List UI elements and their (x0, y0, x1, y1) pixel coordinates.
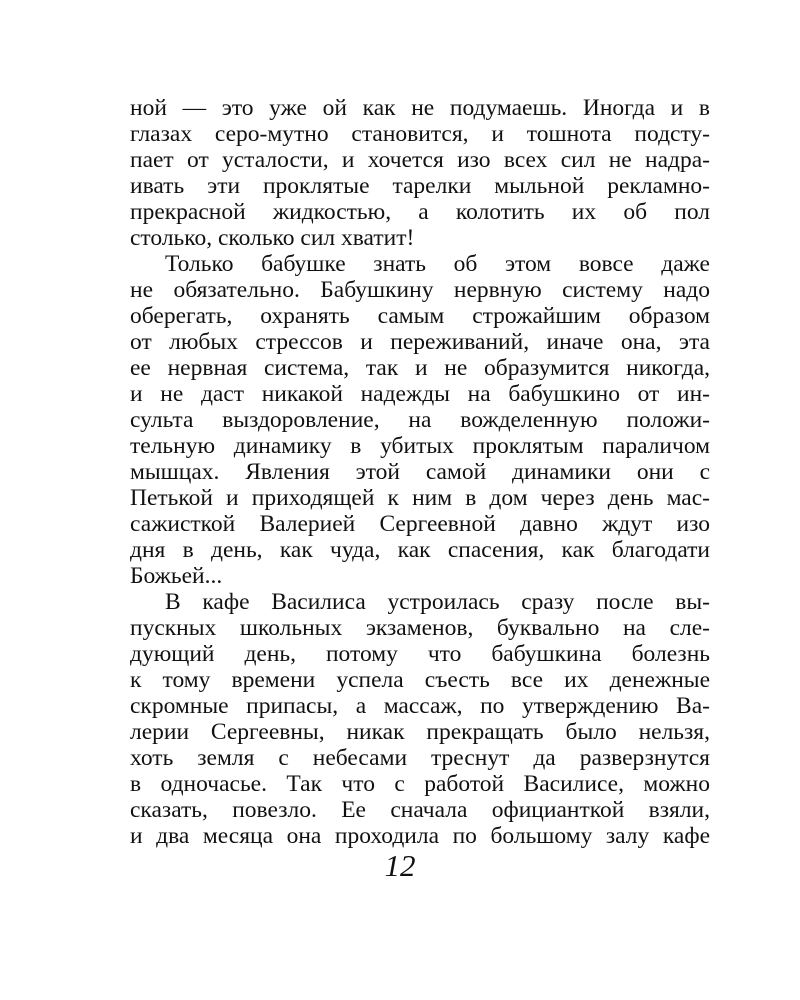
text-line: прекрасной жидкостью, а колотить их об пол (130, 199, 710, 225)
text-line: В кафе Василиса устроилась сразу после вы- (165, 589, 710, 615)
text-line: столько, сколько сил хватит! (130, 225, 415, 251)
body-text (130, 95, 710, 849)
text-line: Петькой и приходящей к ним в дом через день мас- (130, 485, 710, 511)
text-line: Только бабушке знать об этом вовсе даже (165, 251, 710, 277)
text-line: и не даст никакой надежды на бабушкино от ин- (130, 381, 710, 407)
text-line: сажисткой Валерией Сергеевной давно ждут изо (130, 511, 710, 537)
text-line: ее нервная система, так и не образумится никогда, (130, 355, 710, 381)
text-line: и два месяца она проходила по большому залу кафе (130, 823, 710, 849)
text-line: глазах серо-мутно становится, и тошнота подсту- (130, 121, 710, 147)
text-line: к тому времени успела съесть все их денежные (130, 667, 710, 693)
text-line: ной — это уже ой как не подумаешь. Иногда и в (130, 95, 710, 121)
text-line: пускных школьных экзаменов, буквально на сле- (130, 615, 710, 641)
text-line: Божьей... (130, 563, 223, 589)
text-line: скромные припасы, а массаж, по утверждению Ва- (130, 693, 710, 719)
text-line: хоть земля с небесами треснут да разверзнутся (130, 745, 710, 771)
text-line: от любых стрессов и переживаний, иначе она, эта (130, 329, 710, 355)
text-line: дующий день, потому что бабушкина болезнь (130, 641, 710, 667)
text-line: пает от усталости, и хочется изо всех сил не надра- (130, 147, 710, 173)
text-line: дня в день, как чуда, как спасения, как благодати (130, 537, 710, 563)
text-line: тельную динамику в убитых проклятым параличом (130, 433, 710, 459)
text-line: сказать, повезло. Ее сначала официанткой взяли, (130, 797, 710, 823)
page-number: 12 (384, 848, 416, 883)
text-line: ивать эти проклятые тарелки мыльной рекламно- (130, 173, 710, 199)
text-line: в одночасье. Так что с работой Василисе, можно (130, 771, 710, 797)
text-line: мышцах. Явления этой самой динамики они с (130, 459, 710, 485)
text-line: сульта выздоровление, на вожделенную положи- (130, 407, 710, 433)
text-line: не обязательно. Бабушкину нервную систему надо (130, 277, 710, 303)
text-line: лерии Сергеевны, никак прекращать было нельзя, (130, 719, 710, 745)
text-line: оберегать, охранять самым строжайшим образом (130, 303, 710, 329)
